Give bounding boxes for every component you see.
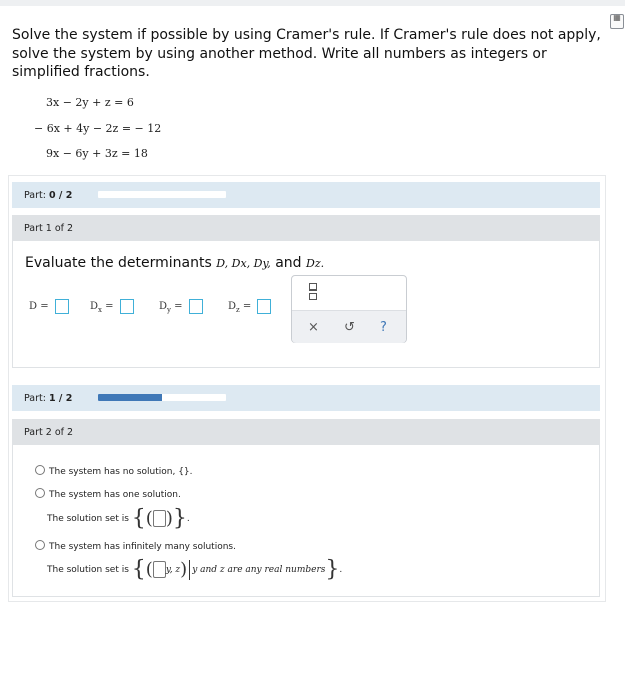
progress-track-1 [98, 191, 226, 198]
det-Dy: $D_y$ = [159, 299, 203, 314]
part-1-card [12, 241, 600, 368]
progress-track-2 [98, 394, 226, 401]
option-one-solution[interactable]: The system has one solution. [35, 488, 181, 500]
det-Dx-input[interactable] [120, 299, 134, 314]
radio-no-solution[interactable] [35, 465, 45, 475]
option-infinite-solutions[interactable]: The system has infinitely many solutions. [35, 540, 236, 552]
undo-button[interactable]: ↺ [344, 320, 355, 335]
option-no-solution[interactable]: The system has no solution, {}. [35, 465, 193, 477]
prompt-last-variable: Dz. [306, 257, 325, 270]
radio-infinite-solutions[interactable] [35, 540, 45, 550]
clear-button[interactable]: × [308, 320, 319, 335]
calculator-icon[interactable]: ▦ [610, 14, 624, 29]
fraction-icon[interactable] [309, 283, 317, 299]
part-progress-bar-1 [12, 182, 600, 208]
part-progress-bar-2 [12, 385, 600, 411]
det-D-input[interactable] [55, 299, 69, 314]
equation-2: − 6x + 4y − 2z = − 12 [34, 122, 162, 135]
radio-one-solution[interactable] [35, 488, 45, 498]
det-Dx: $D_x$ = [90, 299, 134, 314]
x-expression-input[interactable] [153, 561, 166, 578]
part-progress-label-1: Part: 0 / 2 [24, 190, 73, 201]
one-solution-set: The solution set is {( )}. [47, 506, 190, 531]
part-1-header: Part 1 of 2 [12, 215, 600, 241]
part-2-header: Part 2 of 2 [12, 419, 600, 445]
det-D: D = [29, 299, 69, 314]
det-Dy-input[interactable] [189, 299, 203, 314]
progress-fill-2 [98, 394, 162, 401]
det-Dz: $D_z$ = [228, 299, 271, 314]
part-progress-label-2: Part: 1 / 2 [24, 393, 73, 404]
help-button[interactable]: ? [380, 320, 387, 335]
equation-1: 3x − 2y + z = 6 [46, 96, 134, 109]
infinite-condition: y and z are any real numbers [192, 565, 326, 575]
top-strip [0, 0, 625, 6]
det-Dz-input[interactable] [257, 299, 271, 314]
determinant-prompt: Evaluate the determinants D, Dx, Dy, and Dz. [25, 255, 325, 271]
problem-instructions: Solve the system if possible by using Cramer's rule. If Cramer's rule does not apply, solve the system by using another method. Write all numbers as integers or simplified fractions. [12, 27, 601, 80]
equation-3: 9x − 6y + 3z = 18 [46, 147, 148, 160]
part-2-card [12, 445, 600, 597]
prompt-variables: D, Dx, Dy, [216, 257, 271, 270]
keypad-tray [292, 310, 406, 343]
math-keypad [291, 275, 407, 343]
ordered-triple-input[interactable] [153, 510, 166, 527]
infinite-solution-set: The solution set is {( y, z) y and z are any real numbers}. [47, 557, 343, 582]
